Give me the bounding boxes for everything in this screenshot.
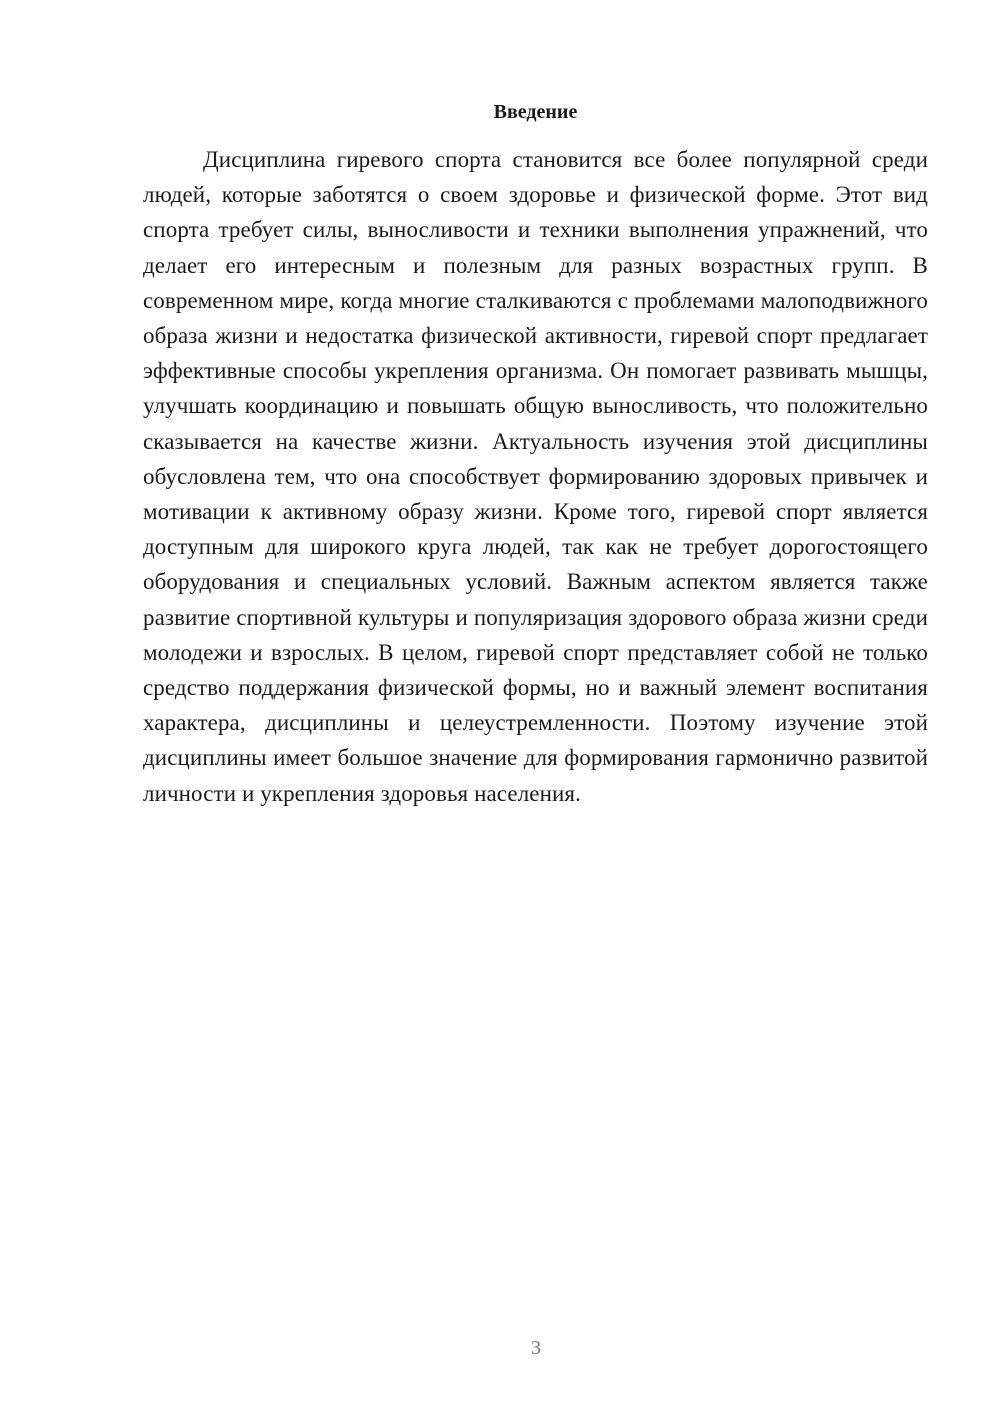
page-number: 3 xyxy=(531,1337,541,1359)
section-heading: Введение xyxy=(493,101,578,123)
body-paragraph: Дисциплина гиревого спорта становится все более популярной среди людей, которые заботятся о своем здоровье и физической форме. Этот вид спорта требует силы, выносливости и техники выполнения упражнений, что делает его интересным и полезным для разных возрастных групп. В современном мире, когда многие сталкиваются с проблемами малоподвижного образа жизни и недостатка физической активности, гиревой спорт предлагает эффективные способы укрепления организма. Он помогает развивать мышцы, улучшать координацию и повышать общую выносливость, что положительно сказывается на качестве жизни. Актуальность изучения этой дисциплины обусловлена тем, что она способствует формированию здоровых привычек и мотивации к активному образу жизни. Кроме того, гиревой спорт является доступным для широкого круга людей, так как не требует дорогостоящего оборудования и специальных условий. Важным аспектом является также развитие спортивной культуры и популяризация здорового образа жизни среди молодежи и взрослых. В целом, гиревой спорт представляет собой не только средство поддержания физической формы, но и важный элемент воспитания характера, дисциплины и целеустремленности. Поэтому изучение этой дисциплины имеет большое значение для формирования гармонично развитой личности и укрепления здоровья населения. xyxy=(143,147,928,806)
